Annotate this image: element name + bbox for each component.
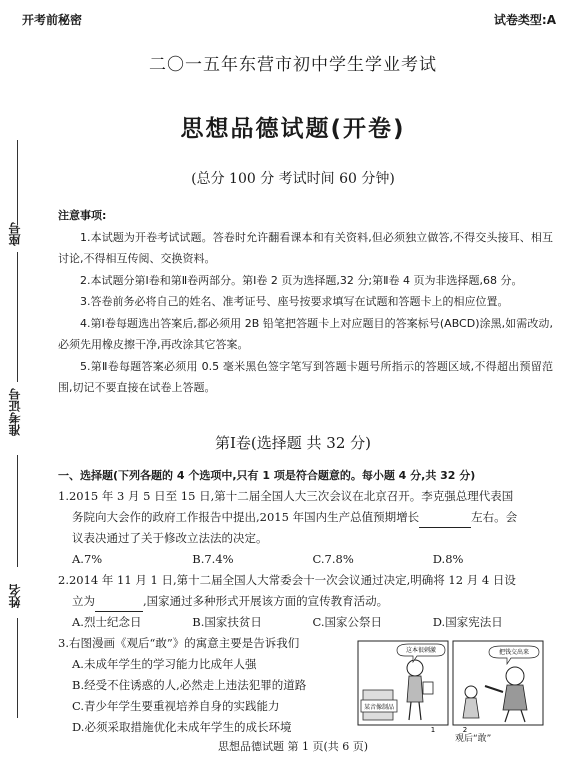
question-2-text: ,国家通过多种形式开展该方面的宣传教育活动。 <box>143 594 389 608</box>
student-name-field[interactable]: 姓名 <box>8 584 22 608</box>
note-item: 4.第Ⅰ卷每题选出答案后,都必须用 2B 铅笔把答题卡上对应题目的答案标号(ABCD)涂黑,如需改动,必须先用橡皮擦干净,再改涂其它答案。 <box>58 316 553 351</box>
note-item: 3.答卷前务必将自己的姓名、准考证号、座号按要求填写在试题和答题卡上的相应位置。 <box>80 295 509 308</box>
binding-line <box>17 455 18 567</box>
subject-title: 思想品德试题(开卷) <box>180 116 406 142</box>
page-footer: 思想品德试题 第 1 页(共 6 页) <box>217 740 369 753</box>
option-b[interactable]: B.经受不住诱惑的人,必然走上违法犯罪的道路 <box>72 678 307 692</box>
cartoon-caption: 观后“敢” <box>455 734 492 744</box>
option-b[interactable]: B.国家扶贫日 <box>192 615 262 629</box>
section-heading: 第Ⅰ卷(选择题 共 32 分) <box>214 434 372 452</box>
question-2-stem: 2.2014 年 11 月 1 日,第十二届全国人大常委会十一次会议通过决定,明确将 12 月 4 日设 <box>58 573 516 587</box>
option-d[interactable]: D.8% <box>432 552 464 566</box>
panel-number: 2 <box>462 726 468 734</box>
exam-title: 二〇一五年东营市初中学生学业考试 <box>149 55 437 75</box>
bubble-text: 这本很刺激 <box>405 647 437 654</box>
knife-icon <box>485 686 503 692</box>
option-d[interactable]: D.国家宪法日 <box>432 615 503 629</box>
binding-line <box>17 618 18 718</box>
option-d[interactable]: D.必须采取措施优化未成年学生的成长环境 <box>72 720 292 734</box>
notes-heading: 注意事项: <box>58 209 107 222</box>
question-1-text: 务院向大会作的政府工作报告中提出,2015 年国内生产总值预期增长 <box>72 510 420 524</box>
exam-notes <box>58 205 553 399</box>
exam-id-field[interactable]: 准考证号 <box>8 388 22 436</box>
answer-blank <box>419 513 471 528</box>
question-2-text: 立为 <box>72 594 95 608</box>
question-2-options <box>58 612 553 633</box>
note-item: 1.本试题为开卷考试试题。答卷时允许翻看课本和有关资料,但必须独立做答,不得交头接耳、相互讨论,不得相互传阅、交换资料。 <box>58 230 553 265</box>
question-1-stem <box>58 507 553 528</box>
bubble-text: 把钱交出来 <box>498 649 530 656</box>
option-a[interactable]: A.烈士纪念日 <box>72 615 142 629</box>
question-1-text: 左右。会 <box>471 510 518 524</box>
question-1-stem: 1.2015 年 3 月 5 日至 15 日,第十二届全国人大三次会议在北京召开。李克强总理代表国 <box>58 489 514 503</box>
dvd-icon <box>423 682 433 694</box>
answer-blank <box>95 597 143 612</box>
option-b[interactable]: B.7.4% <box>192 552 234 566</box>
victim-figure <box>465 686 477 698</box>
note-item: 5.第Ⅱ卷每题答案必须用 0.5 毫米黑色签字笔写到答题卡题号所指示的答题区域,不得超出预留范围,切记不要直接在试卷上答题。 <box>58 359 553 394</box>
question-1-options <box>58 549 553 570</box>
option-c[interactable]: C.青少年学生要重视培养自身的实践能力 <box>72 699 280 713</box>
seat-number-field[interactable]: 座号 <box>8 222 22 246</box>
section-instructions: 一、选择题(下列各题的 4 个选项中,只有 1 项是符合题意的。每小题 4 分,共 32 分) <box>58 469 476 482</box>
robber-figure <box>506 667 524 685</box>
binding-line <box>17 140 18 225</box>
secret-label: 开考前秘密 <box>22 13 83 27</box>
paper-type-label: 试卷类型:A <box>493 13 556 27</box>
option-c[interactable]: C.国家公祭日 <box>312 615 383 629</box>
note-item: 2.本试题分第Ⅰ卷和第Ⅱ卷两部分。第Ⅰ卷 2 页为选择题,32 分;第Ⅱ卷 4 页为非选择题,68 分。 <box>80 273 523 287</box>
shop-sign-text: 某音像制品 <box>363 704 395 711</box>
kid-figure <box>407 660 423 676</box>
panel-number: 1 <box>430 726 436 734</box>
binding-line <box>17 252 18 382</box>
score-time-info: (总分 100 分 考试时间 60 分钟) <box>191 171 395 187</box>
cartoon-illustration <box>357 640 544 736</box>
option-a[interactable]: A.7% <box>72 552 103 566</box>
question-2-stem <box>58 591 553 612</box>
option-a[interactable]: A.未成年学生的学习能力比成年人强 <box>72 657 257 671</box>
option-c[interactable]: C.7.8% <box>312 552 354 566</box>
question-3-stem: 3.右图漫画《观后“敢”》的寓意主要是告诉我们 <box>58 636 300 650</box>
question-1-stem: 议表决通过了关于修改立法法的决定。 <box>72 531 268 545</box>
